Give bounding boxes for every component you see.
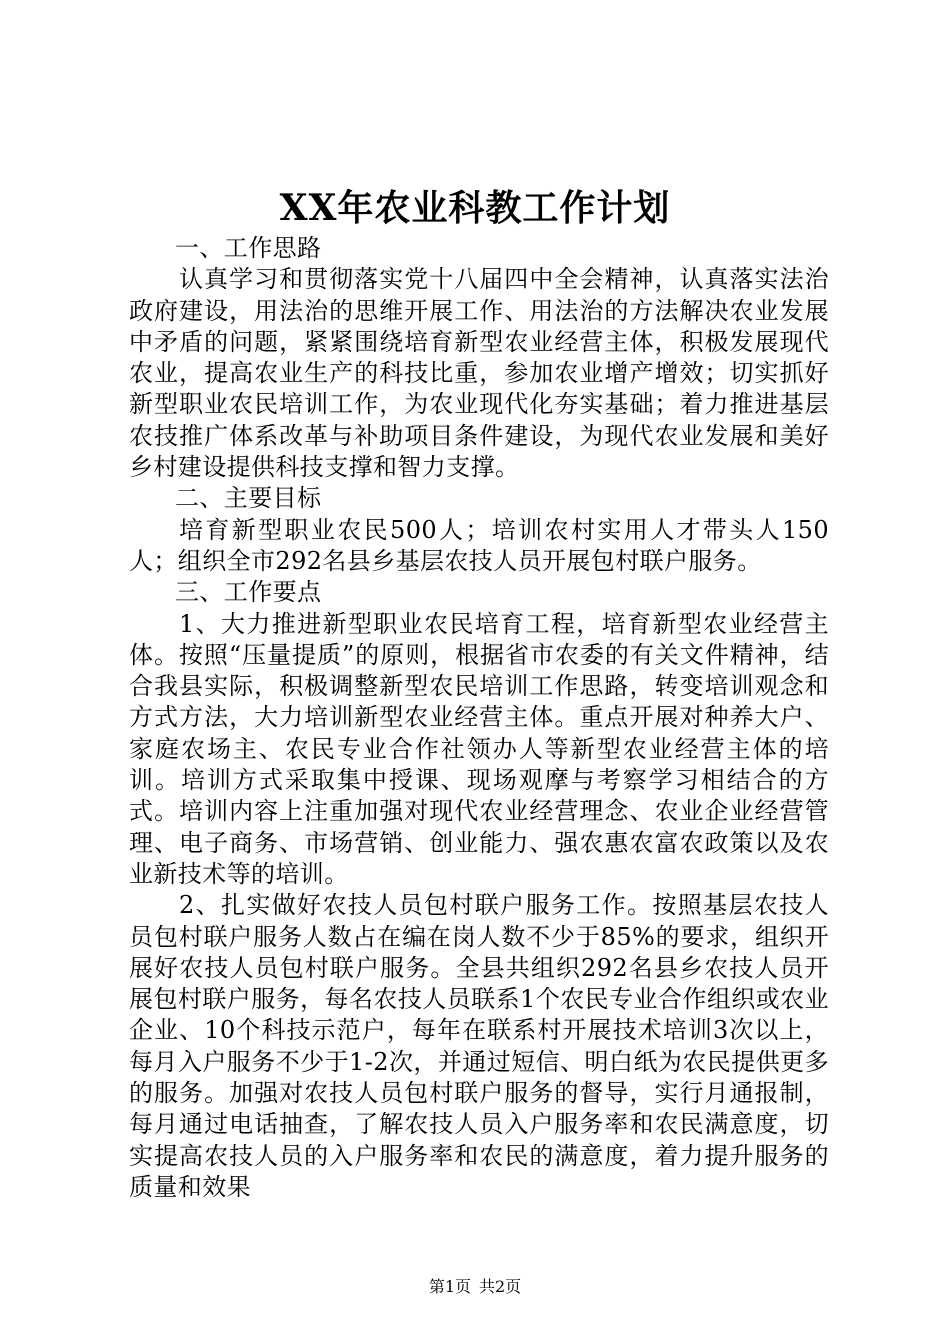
paragraph-work-approach: 认真学习和贯彻落实党十八届四中全会精神，认真落实法治政府建设，用法治的思维开展工作、用法治的方法解决农业发展中矛盾的问题，紧紧围绕培育新型农业经营主体，积极发展现代农业，提高农业生产的科技比重，参加农业增产增效；切实抓好新型职业农民培训工作，为农业现代化夯实基础；着力推进基层农技推广体系改革与补助项目条件建设，为现代农业发展和美好乡村建设提供科技支撑和智力支撑。 bbox=[129, 265, 829, 482]
page-number-total: 共2页 bbox=[479, 1277, 522, 1296]
paragraph-key-point-1: 1、大力推进新型职业农民培育工程，培育新型农业经营主体。按照“压量提质”的原则，根据省市农委的有关文件精神，结合我县实际，积极调整新型农民培训工作思路，转变培训观念和方式方法，大力培训新型农业经营主体。重点开展对种养大户、家庭农场主、农民专业合作社领办人等新型农业经营主体的培训。培训方式采取集中授课、现场观摩与考察学习相结合的方式。培训内容上注重加强对现代农业经营理念、农业企业经营管理、电子商务、市场营销、创业能力、强农惠农富农政策以及农业新技术等的培训。 bbox=[129, 609, 829, 888]
paragraph-key-point-2: 2、扎实做好农技人员包村联户服务工作。按照基层农技人员包村联户服务人数占在编在岗人数不少于85%的要求，组织开展好农技人员包村联户服务。全县共组织292名县乡农技人员开展包村联户服务，每名农技人员联系1个农民专业合作组织或农业企业、10个科技示范户，每年在联系村开展技术培训3次以上，每月入户服务不少于1-2次，并通过短信、明白纸为农民提供更多的服务。加强对农技人员包村联户服务的督导，实行月通报制，每月通过电话抽查，了解农技人员入户服务率和农民满意度，切实提高农技人员的入户服务率和农民的满意度，着力提升服务的质量和效果 bbox=[129, 891, 829, 1201]
section-heading-work-approach: 一、工作思路 bbox=[175, 234, 322, 262]
section-heading-main-goals: 二、主要目标 bbox=[175, 484, 322, 513]
document-body bbox=[129, 233, 829, 1203]
page-number-current: 第1页 bbox=[428, 1277, 471, 1296]
document-title: XX年农业科教工作计划 bbox=[279, 187, 671, 229]
page-footer bbox=[0, 1276, 950, 1298]
section-heading-key-points: 三、工作要点 bbox=[175, 578, 322, 607]
paragraph-main-goals: 培育新型职业农民500人；培训农村实用人才带头人150人；组织全市292名县乡基层农技人员开展包村联户服务。 bbox=[129, 515, 829, 575]
